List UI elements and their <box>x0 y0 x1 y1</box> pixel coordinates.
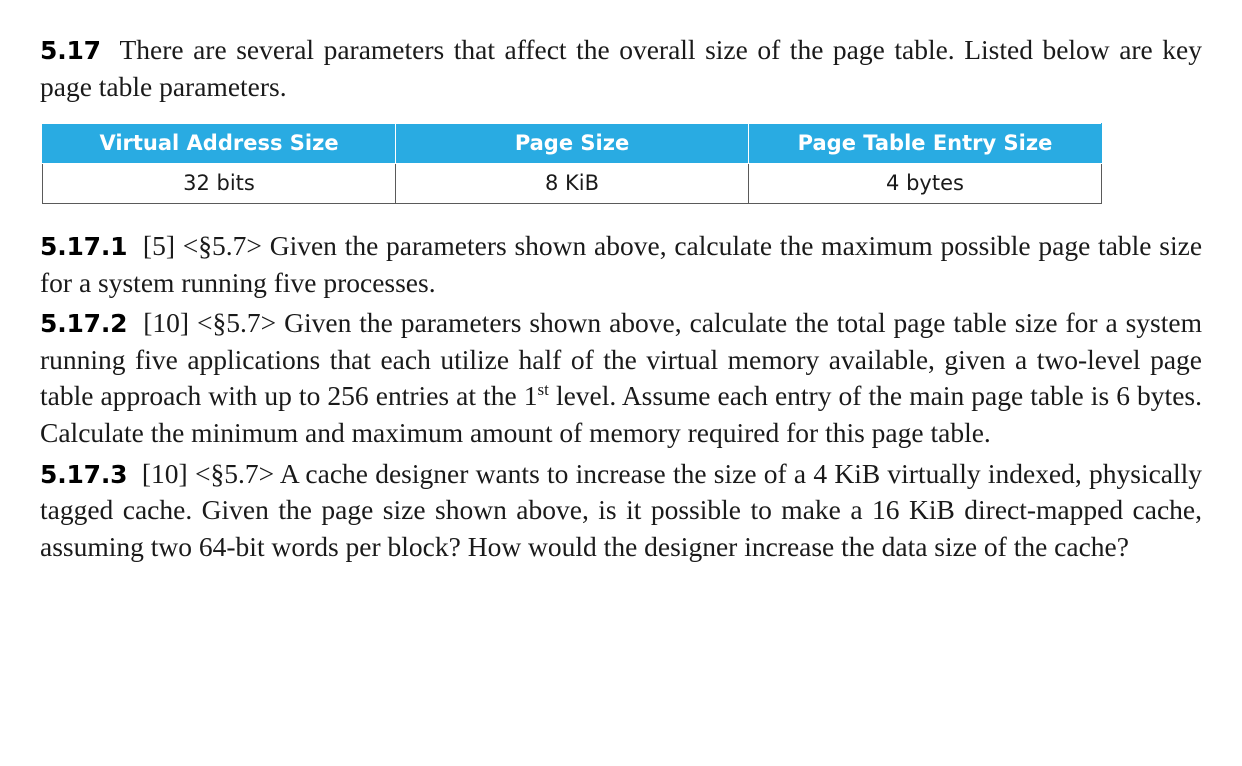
spacer <box>127 458 141 489</box>
exercise-content <box>40 32 1202 569</box>
exercise-intro-paragraph <box>40 32 1202 105</box>
subquestion-section-ref: <§5.7> <box>194 457 275 489</box>
table-header-row <box>43 124 1102 164</box>
table-header <box>43 124 1102 164</box>
subquestion-section-ref: <§5.7> <box>182 230 262 262</box>
subquestion-points: [10] <box>143 307 190 339</box>
spacer <box>188 458 195 489</box>
spacer <box>101 34 120 65</box>
table-body <box>43 164 1102 204</box>
subquestion-section-ref: <§5.7> <box>197 307 277 339</box>
subquestion-points: [5] <box>142 230 175 262</box>
spacer <box>175 230 183 261</box>
subquestion-text: A cache designer wants to increase the size of a 4 KiB virtually indexed, physically tagged cache. Given the page size shown above, is it possible to make a 16 KiB direct-mapped cache, assuming two 64-bit words per block? How would the designer increase the data size of the cache? <box>40 457 1203 562</box>
subquestion-number: 5.17.3 <box>40 459 128 489</box>
column-header-page-table-entry-size: Page Table Entry Size <box>749 124 1102 164</box>
subquestion-5-17-2 <box>40 305 1202 451</box>
subquestion-text-part1: Given the parameters shown above, calculate the total page table size for a system running five applications that each utilize half of the virtual memory available, given a two-level page table approach with up to 256 entries at the 1 <box>40 307 1202 412</box>
cell-virtual-address-size: 32 bits <box>43 164 396 204</box>
subquestion-number: 5.17.1 <box>40 232 128 262</box>
subquestion-5-17-3 <box>40 456 1202 566</box>
subquestion-text: Given the parameters shown above, calculate the maximum possible page table size for a system running five processes. <box>40 230 1203 298</box>
column-header-page-size: Page Size <box>396 124 749 164</box>
subquestion-number: 5.17.2 <box>40 309 128 339</box>
ordinal-suffix: st <box>537 380 549 400</box>
subquestion-points: [10] <box>141 457 188 489</box>
subquestion-text-part2: level. Assume each entry of the main page table is 6 bytes. Calculate the minimum and maximum amount of memory required for this page table. <box>40 380 1202 448</box>
subquestion-5-17-1 <box>40 228 1202 301</box>
page-table-parameters-table <box>42 123 1102 204</box>
spacer <box>189 307 197 338</box>
exercise-intro-text: There are several parameters that affect the overall size of the page table. Listed below are key page table parameters. <box>40 34 1202 102</box>
spacer <box>262 230 270 261</box>
spacer <box>127 230 143 261</box>
spacer <box>276 307 284 338</box>
table-row <box>43 164 1102 204</box>
cell-page-size: 8 KiB <box>396 164 749 204</box>
cell-page-table-entry-size: 4 bytes <box>749 164 1102 204</box>
exercise-number: 5.17 <box>40 36 101 65</box>
column-header-virtual-address-size: Virtual Address Size <box>43 124 396 164</box>
spacer <box>127 307 143 338</box>
